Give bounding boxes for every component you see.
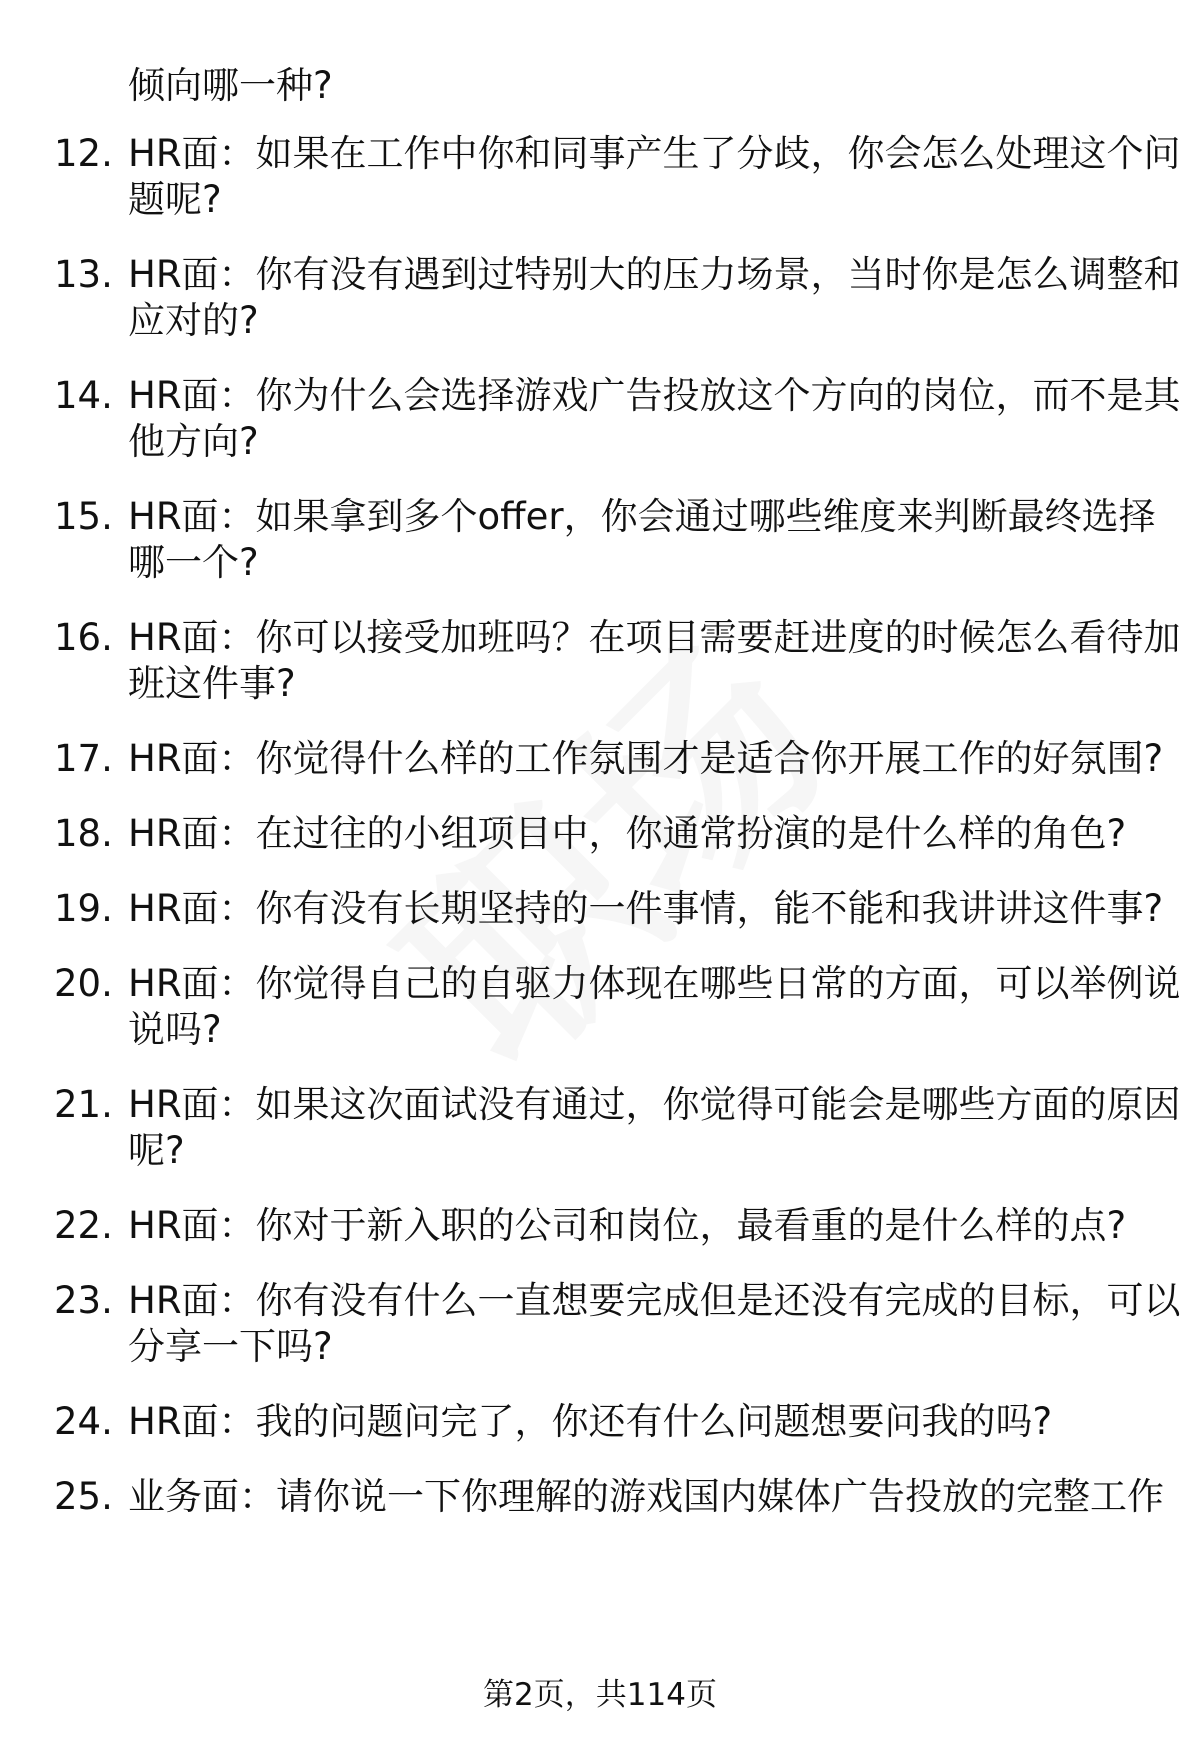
question-text: HR面：你有没有什么一直想要完成但是还没有完成的目标，可以 bbox=[128, 1279, 1181, 1322]
question-number: 25. bbox=[54, 1475, 113, 1518]
question-number: 16. bbox=[54, 616, 113, 659]
question-text: HR面：如果拿到多个offer，你会通过哪些维度来判断最终选择 bbox=[128, 495, 1156, 538]
question-text: 题呢? bbox=[128, 178, 222, 221]
question-text: 哪一个? bbox=[128, 541, 259, 584]
question-number: 17. bbox=[54, 737, 113, 780]
question-text: 应对的? bbox=[128, 299, 259, 342]
question-number: 24. bbox=[54, 1400, 113, 1443]
question-text: HR面：如果这次面试没有通过，你觉得可能会是哪些方面的原因 bbox=[128, 1083, 1181, 1126]
question-text: HR面：你觉得自己的自驱力体现在哪些日常的方面，可以举例说 bbox=[128, 962, 1181, 1005]
question-number: 14. bbox=[54, 374, 113, 417]
question-number: 21. bbox=[54, 1083, 113, 1126]
question-text: 呢? bbox=[128, 1129, 185, 1172]
question-text: HR面：在过往的小组项目中，你通常扮演的是什么样的角色? bbox=[128, 812, 1127, 855]
question-text: HR面：我的问题问完了，你还有什么问题想要问我的吗? bbox=[128, 1400, 1053, 1443]
question-text: HR面：如果在工作中你和同事产生了分歧，你会怎么处理这个问 bbox=[128, 132, 1181, 175]
page-footer: 第2页，共114页 bbox=[483, 1677, 717, 1713]
question-text: 他方向? bbox=[128, 420, 259, 463]
question-text: HR面：你觉得什么样的工作氛围才是适合你开展工作的好氛围? bbox=[128, 737, 1164, 780]
question-text: HR面：你有没有长期坚持的一件事情，能不能和我讲讲这件事? bbox=[128, 887, 1164, 930]
question-number: 15. bbox=[54, 495, 113, 538]
question-text: 说吗? bbox=[128, 1008, 222, 1051]
question-text: 分享一下吗? bbox=[128, 1325, 333, 1368]
question-number: 20. bbox=[54, 962, 113, 1005]
question-number: 23. bbox=[54, 1279, 113, 1322]
question-number: 13. bbox=[54, 253, 113, 296]
question-number: 22. bbox=[54, 1204, 113, 1247]
question-text: 班这件事? bbox=[128, 662, 296, 705]
question-text: 业务面：请你说一下你理解的游戏国内媒体广告投放的完整工作 bbox=[128, 1475, 1164, 1518]
question-text: HR面：你为什么会选择游戏广告投放这个方向的岗位，而不是其 bbox=[128, 374, 1181, 417]
question-text: 倾向哪一种? bbox=[128, 64, 333, 107]
question-number: 12. bbox=[54, 132, 113, 175]
question-number: 19. bbox=[54, 887, 113, 930]
question-text: HR面：你可以接受加班吗？在项目需要赶进度的时候怎么看待加 bbox=[128, 616, 1181, 659]
question-number: 18. bbox=[54, 812, 113, 855]
question-text: HR面：你对于新入职的公司和岗位，最看重的是什么样的点? bbox=[128, 1204, 1127, 1247]
question-text: HR面：你有没有遇到过特别大的压力场景，当时你是怎么调整和 bbox=[128, 253, 1181, 296]
